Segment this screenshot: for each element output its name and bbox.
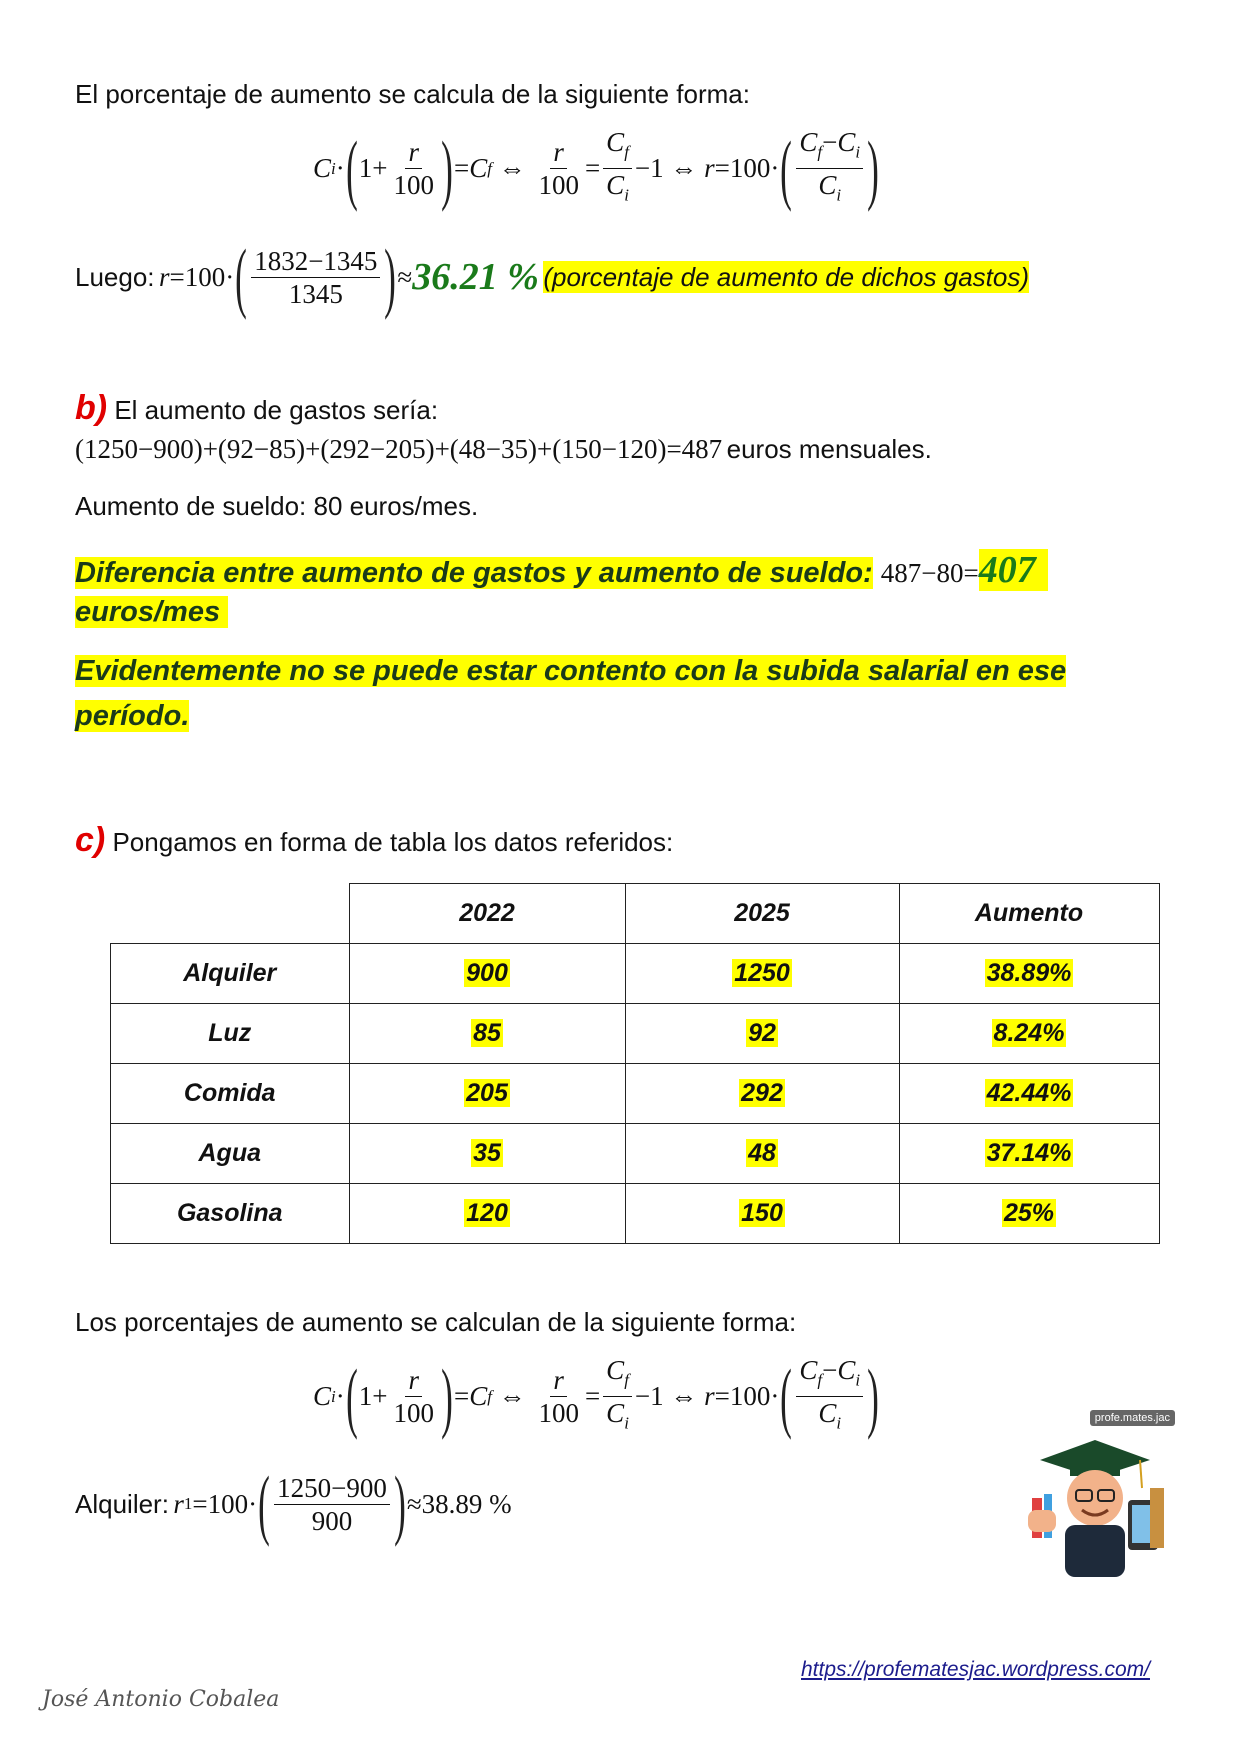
value-aumento: 8.24% — [993, 1019, 1065, 1047]
row-label: Comida — [111, 1064, 350, 1124]
alquiler-numerator: 1250−900 — [274, 1474, 390, 1505]
logo-label: profe.mates.jac — [1090, 1410, 1175, 1426]
intro-text: El porcentaje de aumento se calcula de la siguiente forma: — [75, 79, 750, 109]
luego-denominator: 1345 — [288, 278, 343, 309]
part-c-intro: Pongamos en forma de tabla los datos referidos: — [112, 827, 674, 857]
row-label: Alquiler — [111, 944, 350, 1004]
difference-expr: 487−80= — [880, 558, 979, 588]
row-label: Gasolina — [111, 1184, 350, 1244]
conclusion-text-1: Evidentemente no se puede estar contento con la subida salarial en ese — [75, 655, 1067, 687]
luego-label: Luego: — [75, 262, 155, 292]
table-row — [111, 1004, 1160, 1064]
value-2025: 92 — [748, 1019, 776, 1047]
row-label: Agua — [111, 1124, 350, 1184]
value-aumento: 42.44% — [986, 1079, 1072, 1107]
alquiler-line: Alquiler: r 1 =100· ( $\frac{1250-900}{900}$ ) ≈38.89 % — [75, 1460, 512, 1547]
row-label: Luz — [111, 1004, 350, 1064]
expense-sum-unit: euros mensuales. — [726, 434, 932, 464]
luego-numerator: 1832−1345 — [251, 247, 380, 278]
website-link[interactable]: https://profematesjac.wordpress.com/ — [801, 1658, 1150, 1681]
alquiler-denominator: 900 — [311, 1505, 353, 1536]
value-2022: 35 — [473, 1139, 501, 1167]
difference-line — [75, 548, 1048, 592]
value-2022: 120 — [466, 1199, 508, 1227]
header-aumento: Aumento — [899, 884, 1159, 944]
luego-note: (porcentaje de aumento de dichos gastos) — [543, 262, 1029, 292]
author-signature: José Antonio Cobalea — [42, 1687, 280, 1712]
header-2022: 2022 — [349, 884, 625, 944]
part-c-letter: c) — [75, 821, 106, 859]
value-aumento: 25% — [1003, 1199, 1055, 1227]
header-2025: 2025 — [625, 884, 899, 944]
difference-label: Diferencia entre aumento de gastos y aumento de sueldo: — [75, 557, 873, 589]
part-c-heading — [75, 821, 674, 859]
percentage-formula-2: C i · ( 1+ $\frac{r}{100}$ ) = C f ⇔ $\frac{r}{100}$ = $\frac{C_f}{C_i}$ −1 ⇔ r =100· ( $\frac{C_f-C_i}{C_i}$ ) — [313, 1352, 879, 1440]
value-2022: 85 — [473, 1019, 501, 1047]
value-2025: 48 — [748, 1139, 776, 1167]
formula-intro-2: Los porcentajes de aumento se calculan de la siguiente forma: — [75, 1307, 797, 1337]
conclusion-line-2 — [75, 700, 189, 733]
table-row — [111, 944, 1160, 1004]
part-b-letter: b) — [75, 389, 108, 427]
table-row — [111, 1064, 1160, 1124]
alquiler-label: Alquiler: — [75, 1489, 169, 1519]
percentage-formula: C i · ( 1+ $\frac{r}{100}$ ) = C f ⇔ $\frac{r}{100}$ = $\frac{C_f}{C_i}$ −1 ⇔ r =100· ( $\frac{C_f-C_i}{C_i}$ ) — [313, 124, 879, 212]
difference-value: 407 — [979, 549, 1048, 591]
value-aumento: 38.89% — [986, 959, 1072, 987]
part-b-heading — [75, 389, 439, 427]
table-row — [111, 1184, 1160, 1244]
luego-result: 36.21 % — [412, 256, 539, 298]
salary-increase: Aumento de sueldo: 80 euros/mes. — [75, 491, 479, 521]
conclusion-line-1 — [75, 655, 1066, 688]
value-aumento: 37.14% — [986, 1139, 1072, 1167]
value-2022: 205 — [466, 1079, 508, 1107]
value-2025: 150 — [741, 1199, 783, 1227]
data-table — [110, 883, 1160, 1244]
alquiler-result: ≈38.89 % — [406, 1488, 512, 1519]
conclusion-text-2: período. — [75, 700, 190, 732]
table-header-row — [111, 884, 1160, 944]
value-2025: 292 — [741, 1079, 783, 1107]
value-2022: 900 — [466, 959, 508, 987]
difference-unit: euros/mes — [75, 596, 228, 628]
profe-mascot-logo — [1010, 1410, 1175, 1580]
luego-line: Luego: r =100· ( $\frac{1832-1345}{1345}$ ) ≈ 36.21 % (porcentaje de aumento de dichos gastos) — [75, 233, 1029, 320]
part-b-intro: El aumento de gastos sería: — [114, 395, 439, 425]
expense-sum-line — [75, 433, 932, 465]
table-corner — [111, 884, 350, 944]
expense-sum-expr: (1250−900)+(92−85)+(292−205)+(48−35)+(150−120)=487 — [75, 434, 723, 464]
value-2025: 1250 — [734, 959, 790, 987]
teacher-cartoon-icon — [1010, 1410, 1175, 1580]
table-row — [111, 1124, 1160, 1184]
difference-unit-line — [75, 596, 228, 629]
